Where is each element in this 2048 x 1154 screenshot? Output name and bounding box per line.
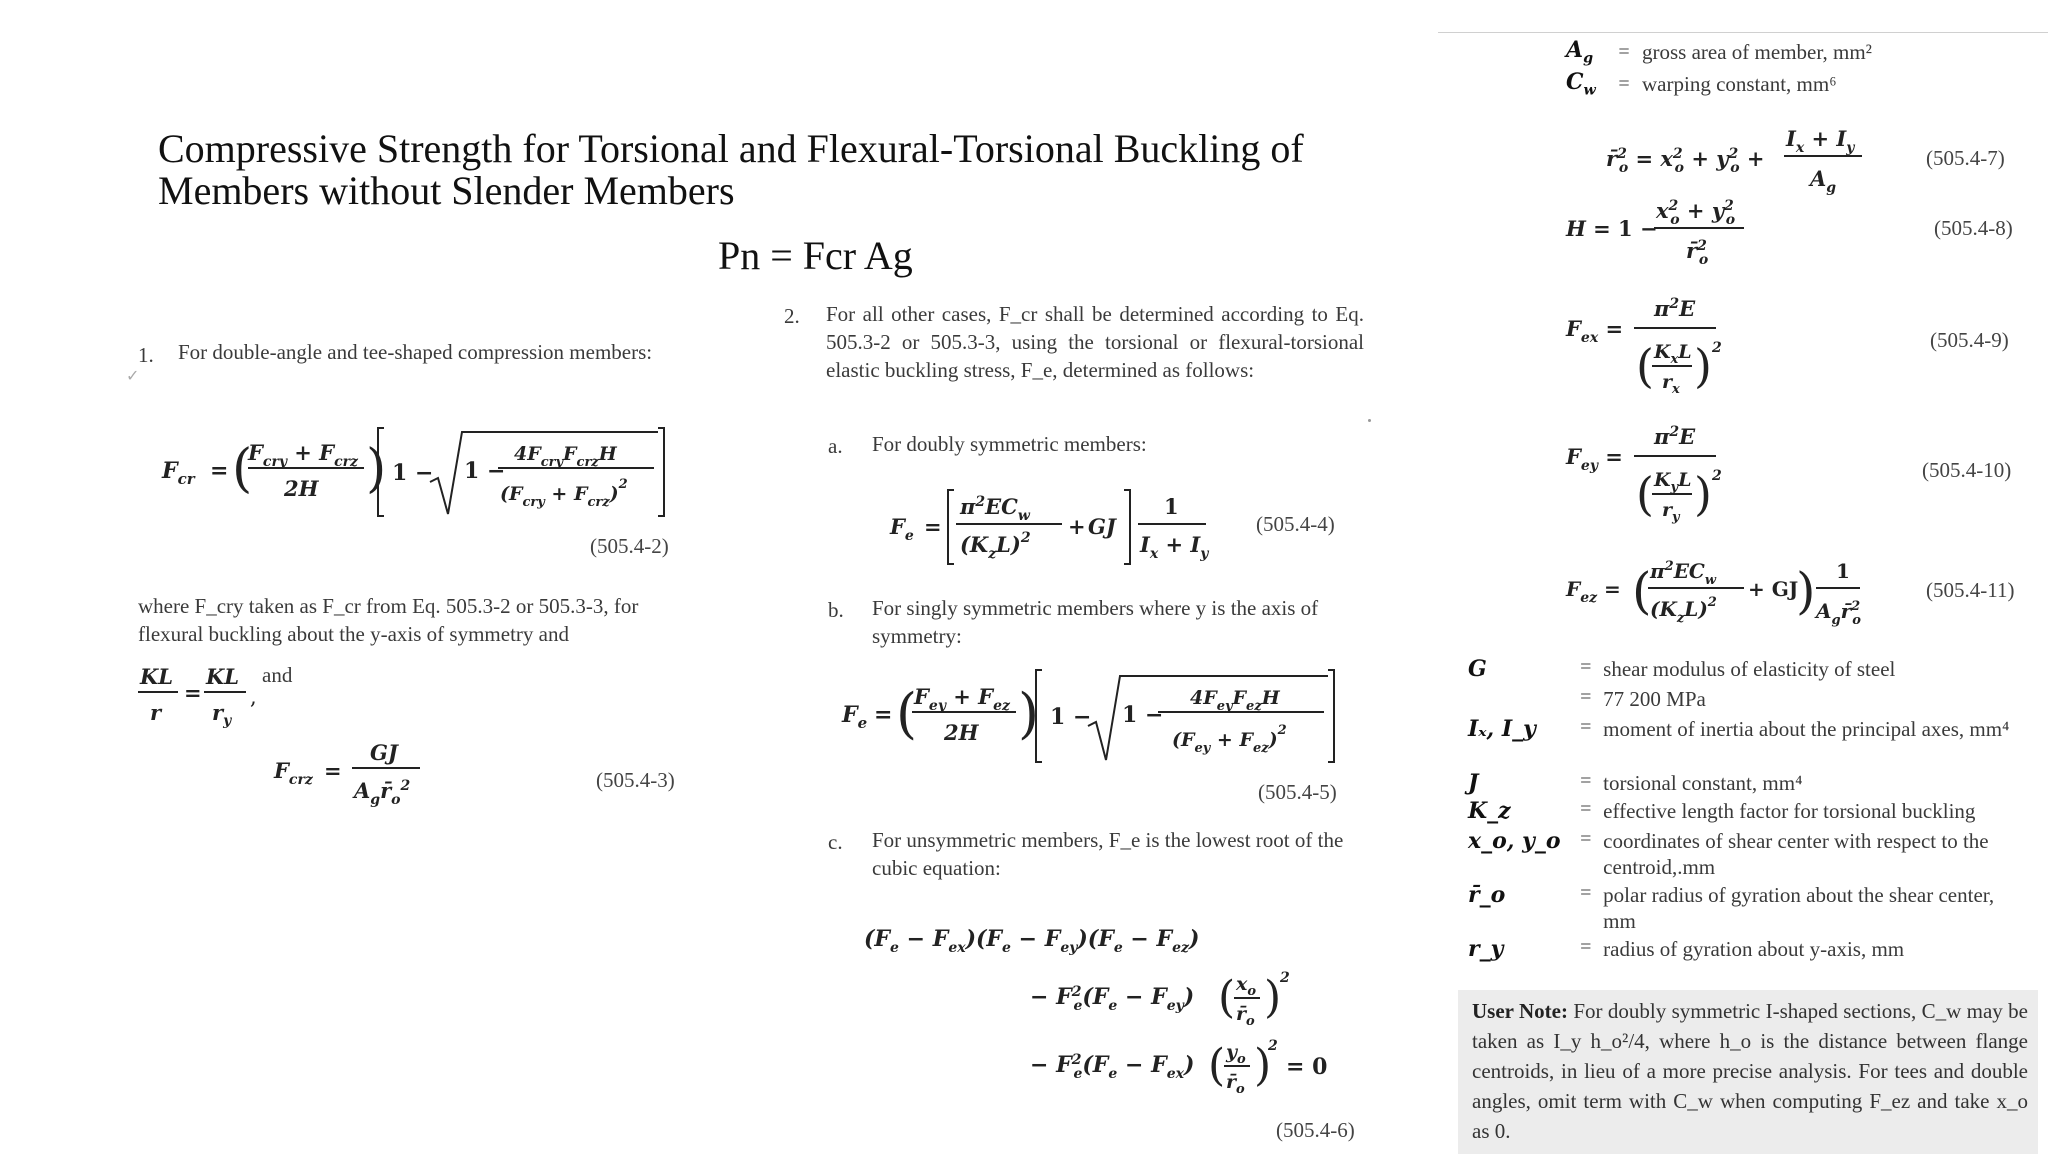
definition-j-symbol: J (1468, 770, 1479, 796)
equation-505-4-5-number: (505.4-5) (1258, 780, 1337, 804)
definition-g-text: shear modulus of elasticity of steel (1603, 657, 1896, 681)
svg-text:xo: $x_o$ (1236, 973, 1256, 999)
svg-text:+ GJ: + GJ (1748, 577, 1799, 601)
svg-text:(: ( (232, 439, 253, 499)
equation-505-4-2 (158, 420, 670, 520)
svg-text:): ) (1796, 562, 1816, 620)
svg-text:): ) (1694, 467, 1712, 521)
svg-text:r: r (150, 700, 162, 725)
svg-text:− F2e(Fe − Fex): − $F^2$ $e(F_e - F_{ex})$ (1030, 1052, 1195, 1082)
svg-text:Fez =: $F_{ez}$ = (1566, 577, 1621, 606)
svg-text:1 −: 1 − (464, 458, 506, 484)
svg-text:KxL: $K_xL$ (1654, 341, 1692, 367)
svg-text:r̄2o = x2o + y2o +: r̄$^2$ $o = x^2$ $o + y^2$ o + (1606, 146, 1765, 176)
equation-505-4-9-number: (505.4-9) (1930, 328, 2009, 352)
user-note-box (1458, 990, 2038, 1154)
item-a-label: a. (828, 434, 843, 458)
svg-text:1 −: 1 − (1122, 702, 1164, 728)
equation-505-4-2-number: (505.4-2) (590, 534, 669, 558)
svg-text:): ) (1018, 682, 1040, 745)
svg-text:=: = (210, 458, 229, 484)
svg-text:(: ( (1208, 1040, 1226, 1091)
equation-505-4-4 (888, 484, 1218, 575)
equation-505-4-8-number: (505.4-8) (1934, 216, 2013, 240)
definition-ix-iy-symbol: Iₓ, I_y (1468, 716, 1536, 742)
definition-ix-iy-text: moment of inertia about the principal axes, mm⁴ (1603, 717, 2010, 741)
definition-ry: r_y = radius of gyration about y-axis, mm (1468, 936, 2028, 966)
svg-text:1: 1 (1836, 559, 1850, 583)
svg-text:GJ: GJ (370, 740, 398, 765)
item-b-text: For singly symmetric members where y is the axis of symmetry: (872, 596, 1319, 648)
definition-ag: $A_g$ = gross area of member, mm² (1566, 36, 2048, 68)
svg-text:Fcr: $F_{cr}$ (162, 458, 195, 488)
svg-text:2H: 2H (944, 720, 979, 745)
definition-xo-yo-text: coordinates of shear center with respect to the centroid,.mm (1603, 829, 1989, 879)
svg-text:Ix + Iy: $I_x + I_y$ (1786, 126, 1855, 156)
svg-text:4FeyFezH: $4F_{ey}F_{ez}H$ (1190, 687, 1280, 714)
svg-text:Fe: $F_e$ (842, 702, 868, 732)
svg-text:yo: $y_o$ (1226, 1041, 1246, 1067)
definition-ry-text: radius of gyration about y-axis, mm (1603, 937, 1905, 961)
svg-text:(KzL)2: $(K_zL)^2$ (1650, 595, 1717, 626)
svg-text:ry: $r_y$ (212, 700, 232, 729)
svg-text:Agr̄o2: $A_gr̄_o^2$ (354, 778, 411, 808)
svg-text:2H: 2H (284, 476, 319, 501)
svg-text:Fey =: $F_{ey}$ = (1566, 444, 1623, 474)
svg-text:(: ( (1218, 972, 1236, 1023)
definition-ro: r̄_o = polar radius of gyration about the shear center, mm (1468, 882, 2028, 936)
svg-text:rx: $r_x$ (1662, 371, 1680, 397)
definition-ag-text: gross area of member, mm² (1642, 40, 1872, 64)
definition-cw: $C_w$ = warping constant, mm⁶ (1566, 68, 2048, 100)
svg-text:(Fey + Fez)2: $(F_{ey} + F_{ez})^2$ (1172, 723, 1287, 756)
svg-text:H = 1 −: H = 1 − (1566, 216, 1658, 241)
equation-505-4-5 (840, 664, 1340, 773)
definition-j-text: torsional constant, mm⁴ (1603, 771, 1803, 795)
svg-text:GJ: GJ (1088, 514, 1116, 539)
svg-text:2: 2 (1268, 1038, 1278, 1054)
svg-text:Ix + Iy: $I_x + I_y$ (1140, 532, 1209, 562)
equation-505-4-11-number: (505.4-11) (1926, 578, 2015, 602)
svg-text:): ) (1694, 339, 1712, 393)
svg-text:= 0: = 0 (1286, 1054, 1328, 1080)
item1-text: For double-angle and tee-shaped compression members: (178, 340, 653, 364)
equation-505-4-3 (272, 732, 432, 817)
svg-text:2: 2 (1712, 340, 1722, 356)
equation-505-4-8 (1564, 194, 1764, 275)
svg-text:1 −: 1 − (392, 460, 434, 486)
svg-text:(: ( (1632, 562, 1652, 620)
svg-text:(Fe − Fex)(Fe − Fey)(Fe − Fez): $(F_e - F_{ex})(F_e - F_{ey})(F_e - F_{ez})$ (864, 926, 1200, 956)
equation-505-4-4-number: (505.4-4) (1256, 512, 1335, 536)
svg-text:Ag: $A_g$ (1810, 166, 1837, 196)
equation-505-4-10 (1564, 418, 1744, 533)
equation-505-4-10-number: (505.4-10) (1922, 458, 2012, 482)
definition-kz: K_z = effective length factor for torsional buckling (1468, 798, 2028, 828)
item-c-label: c. (828, 830, 843, 854)
svg-text:=: = (184, 680, 202, 705)
svg-text:π2E: $\pi^2E$ (1654, 296, 1696, 321)
equation-505-4-6 (862, 916, 1362, 1111)
slide-title: Compressive Strength for Torsional and Flexural-Torsional Buckling of Members without Slender Members (158, 126, 1304, 213)
item2-number: 2. (784, 304, 800, 328)
svg-text:r̄o: $r̄_o$ (1226, 1071, 1245, 1097)
svg-text:KL: KL (140, 664, 174, 689)
main-equation: Pn = Fcr Ag (718, 233, 913, 278)
definition-xo-yo: x_o, y_o = coordinates of shear center with respect to the centroid,.mm (1468, 828, 2028, 882)
top-definitions (1566, 36, 2048, 100)
definition-xo-yo-symbol: x_o, y_o (1468, 828, 1561, 854)
user-note-label: User Note: (1472, 999, 1568, 1023)
definition-ro-symbol: r̄_o (1468, 882, 1506, 908)
equation-505-4-6-number-visible: (505.4-6) (1276, 1118, 1355, 1142)
equation-505-4-9 (1564, 290, 1744, 405)
svg-text:− F2e(Fe − Fey): − $F^2$ $e(F_e - F_{ey})$ (1030, 984, 1195, 1014)
definition-ro-text: polar radius of gyration about the shear center, mm (1603, 883, 1995, 933)
definition-ix-iy: Iₓ, I_y = moment of inertia about the principal axes, mm⁴ (1468, 716, 2028, 770)
svg-text:=: = (874, 702, 893, 728)
svg-text:1: 1 (1164, 494, 1179, 519)
svg-text:Agr̄2o: $A_gr̄^2$ o (1816, 599, 1861, 628)
definition-g-value: = 77 200 MPa (1468, 686, 2028, 716)
svg-text:π2ECw: $\pi^2EC_w$ (960, 494, 1030, 524)
svg-text:KyL: $K_yL$ (1654, 469, 1692, 495)
definition-kz-symbol: K_z (1468, 798, 1511, 824)
definition-kz-text: effective length factor for torsional buckling (1603, 799, 1976, 823)
svg-text:(KzL)2: $(K_zL)^2$ (960, 530, 1031, 562)
svg-text:π2E: $\pi^2E$ (1654, 424, 1696, 449)
definition-j: J = torsional constant, mm⁴ (1468, 770, 2028, 798)
svg-text:=: = (324, 758, 342, 783)
definition-ry-symbol: r_y (1468, 936, 1504, 962)
svg-text:+: + (1068, 514, 1086, 539)
svg-text:Fcrz: $F_{crz}$ (274, 758, 313, 788)
svg-text:r̄o: $r̄_o$ (1236, 1003, 1255, 1029)
svg-text:Fcry + Fcrz: $F_{cry} + F_{crz}$ (248, 440, 358, 470)
equation-505-4-3-number: (505.4-3) (596, 768, 675, 792)
definition-g: G = shear modulus of elasticity of steel (1468, 656, 2028, 686)
kl-ratio-equation (138, 660, 398, 737)
scan-mark: ✓ (126, 368, 140, 385)
svg-text:=: = (924, 514, 942, 539)
svg-text:KL: KL (206, 664, 240, 689)
svg-text:x2o + y2o: $x^2$ $o + y^2$ o (1656, 198, 1736, 228)
item-b-label: b. (828, 598, 844, 622)
svg-text:4FcryFcrzH: $4F_{cry}F_{crz}H$ (514, 443, 617, 470)
item1-number: 1. (138, 343, 154, 367)
item-a-text: For doubly symmetric members: (872, 432, 1147, 456)
svg-text:Fe: $F_e$ (890, 514, 914, 544)
svg-text:2: 2 (1712, 468, 1722, 484)
item2-text: For all other cases, F_cr shall be determined according to Eq. 505.3-2 or 505.3-3, using the torsional or flexural-torsional elastic buckling stress, F_e, determined as follows: (826, 302, 1364, 382)
top-divider (1438, 32, 2048, 33)
equation-505-4-11 (1564, 550, 1864, 635)
svg-text:(: ( (896, 682, 918, 745)
svg-text:,: , (250, 685, 257, 709)
svg-text:and: and (262, 663, 293, 687)
svg-text:2: 2 (1280, 970, 1290, 986)
where-text: where F_cry taken as F_cr from Eq. 505.3-2 or 505.3-3, for flexural buckling about the y-axis of symmetry and (138, 594, 639, 646)
svg-text:Fey + Fez: $F_{ey} + F_{ez}$ (914, 684, 1010, 714)
scan-speck (1368, 419, 1371, 422)
equation-505-4-7-number: (505.4-7) (1926, 146, 2005, 170)
equation-505-4-7 (1604, 122, 1874, 201)
svg-text:r̄2o: r̄$^2$ o (1686, 238, 1709, 268)
definition-g-value-text: 77 200 MPa (1603, 687, 1706, 711)
svg-text:1 −: 1 − (1050, 704, 1092, 730)
svg-text:(: ( (1636, 339, 1654, 393)
svg-text:(: ( (1636, 467, 1654, 521)
item-c-text: For unsymmetric members, F_e is the lowest root of the cubic equation: (872, 828, 1344, 880)
user-note-text: For doubly symmetric I-shaped sections, C_w may be taken as I_y h_o²/4, where h_o is the distance between flange centroids, in lieu of a more precise analysis. For tees and double angles, omit term with C_w when computing F_ez and take x_o as 0. (1472, 999, 2028, 1143)
svg-text:π2ECw: $\pi^2EC_w$ (1650, 559, 1717, 588)
definition-cw-text: warping constant, mm⁶ (1642, 72, 1837, 96)
svg-text:): ) (1264, 972, 1282, 1023)
svg-text:): ) (366, 439, 387, 499)
definitions-list (1468, 656, 2028, 966)
svg-text:): ) (1254, 1040, 1272, 1091)
svg-text:(Fcry + Fcrz)2: $(F_{cry} + F_{crz})^2$ (500, 477, 628, 510)
definition-g-symbol: G (1468, 656, 1487, 682)
svg-text:ry: $r_y$ (1662, 499, 1680, 525)
svg-text:Fex =: $F_{ex}$ = (1566, 316, 1624, 346)
